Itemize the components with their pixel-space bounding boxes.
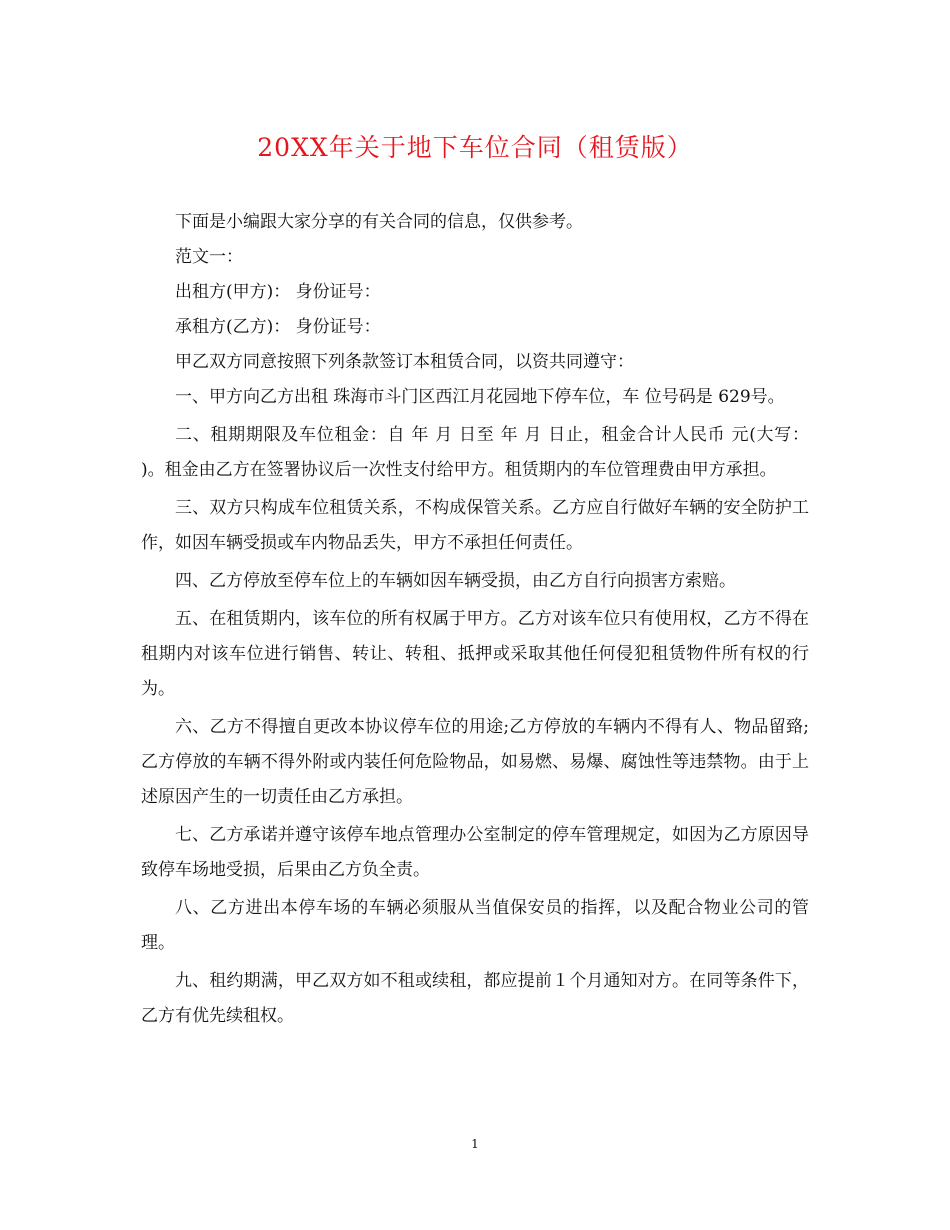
document-body [141,205,809,1034]
paragraph-lessor: 出租方(甲方)： 身份证号： [175,282,381,302]
clause-5: 五、在租赁期内，该车位的所有权属于甲方。乙方对该车位只有使用权，乙方不得在租期内对该车位进行销售、转让、转租、抵押或采取其他任何侵犯租赁物件所有权的行为。 [141,609,809,699]
page-number: 1 [471,1137,479,1151]
clause-6: 六、乙方不得擅自更改本协议停车位的用途;乙方停放的车辆内不得有人、物品留臵;乙方停放的车辆不得外附或内装任何危险物品，如易燃、易爆、腐蚀性等违禁物。由于上述原因产生的一切责任由乙方承担。 [141,717,809,807]
clause-3: 三、双方只构成车位租赁关系，不构成保管关系。乙方应自行做好车辆的安全防护工作，如因车辆受损或车内物品丢失，甲方不承担任何责任。 [141,498,809,553]
document-title: 20XX年关于地下车位合同（租赁版） [257,133,693,162]
paragraph-sample-label: 范文一： [175,247,243,267]
clause-2: 二、租期期限及车位租金：自 年 月 日至 年 月 日止，租金合计人民币 元(大写： )。租金由乙方在签署协议后一次性支付给甲方。租赁期内的车位管理费由甲方承担。 [141,425,809,480]
clause-1: 一、甲方向乙方出租 珠海市斗门区西江月花园地下停车位，车 位号码是 629号。 [175,387,785,407]
paragraph-lessee: 承租方(乙方)： 身份证号： [175,317,381,337]
clause-8: 八、乙方进出本停车场的车辆必须服从当值保安员的指挥，以及配合物业公司的管理。 [141,898,809,953]
clause-4: 四、乙方停放至停车位上的车辆如因车辆受损，由乙方自行向损害方索赔。 [175,571,736,591]
paragraph-agreement: 甲乙双方同意按照下列条款签订本租赁合同，以资共同遵守： [175,352,634,372]
clause-9: 九、租约期满，甲乙双方如不租或续租，都应提前１个月通知对方。在同等条件下，乙方有优先续租权。 [141,971,809,1026]
clause-7: 七、乙方承诺并遵守该停车地点管理办公室制定的停车管理规定，如因为乙方原因导致停车场地受损，后果由乙方负全责。 [141,825,809,880]
paragraph-intro: 下面是小编跟大家分享的有关合同的信息，仅供参考。 [175,212,583,232]
